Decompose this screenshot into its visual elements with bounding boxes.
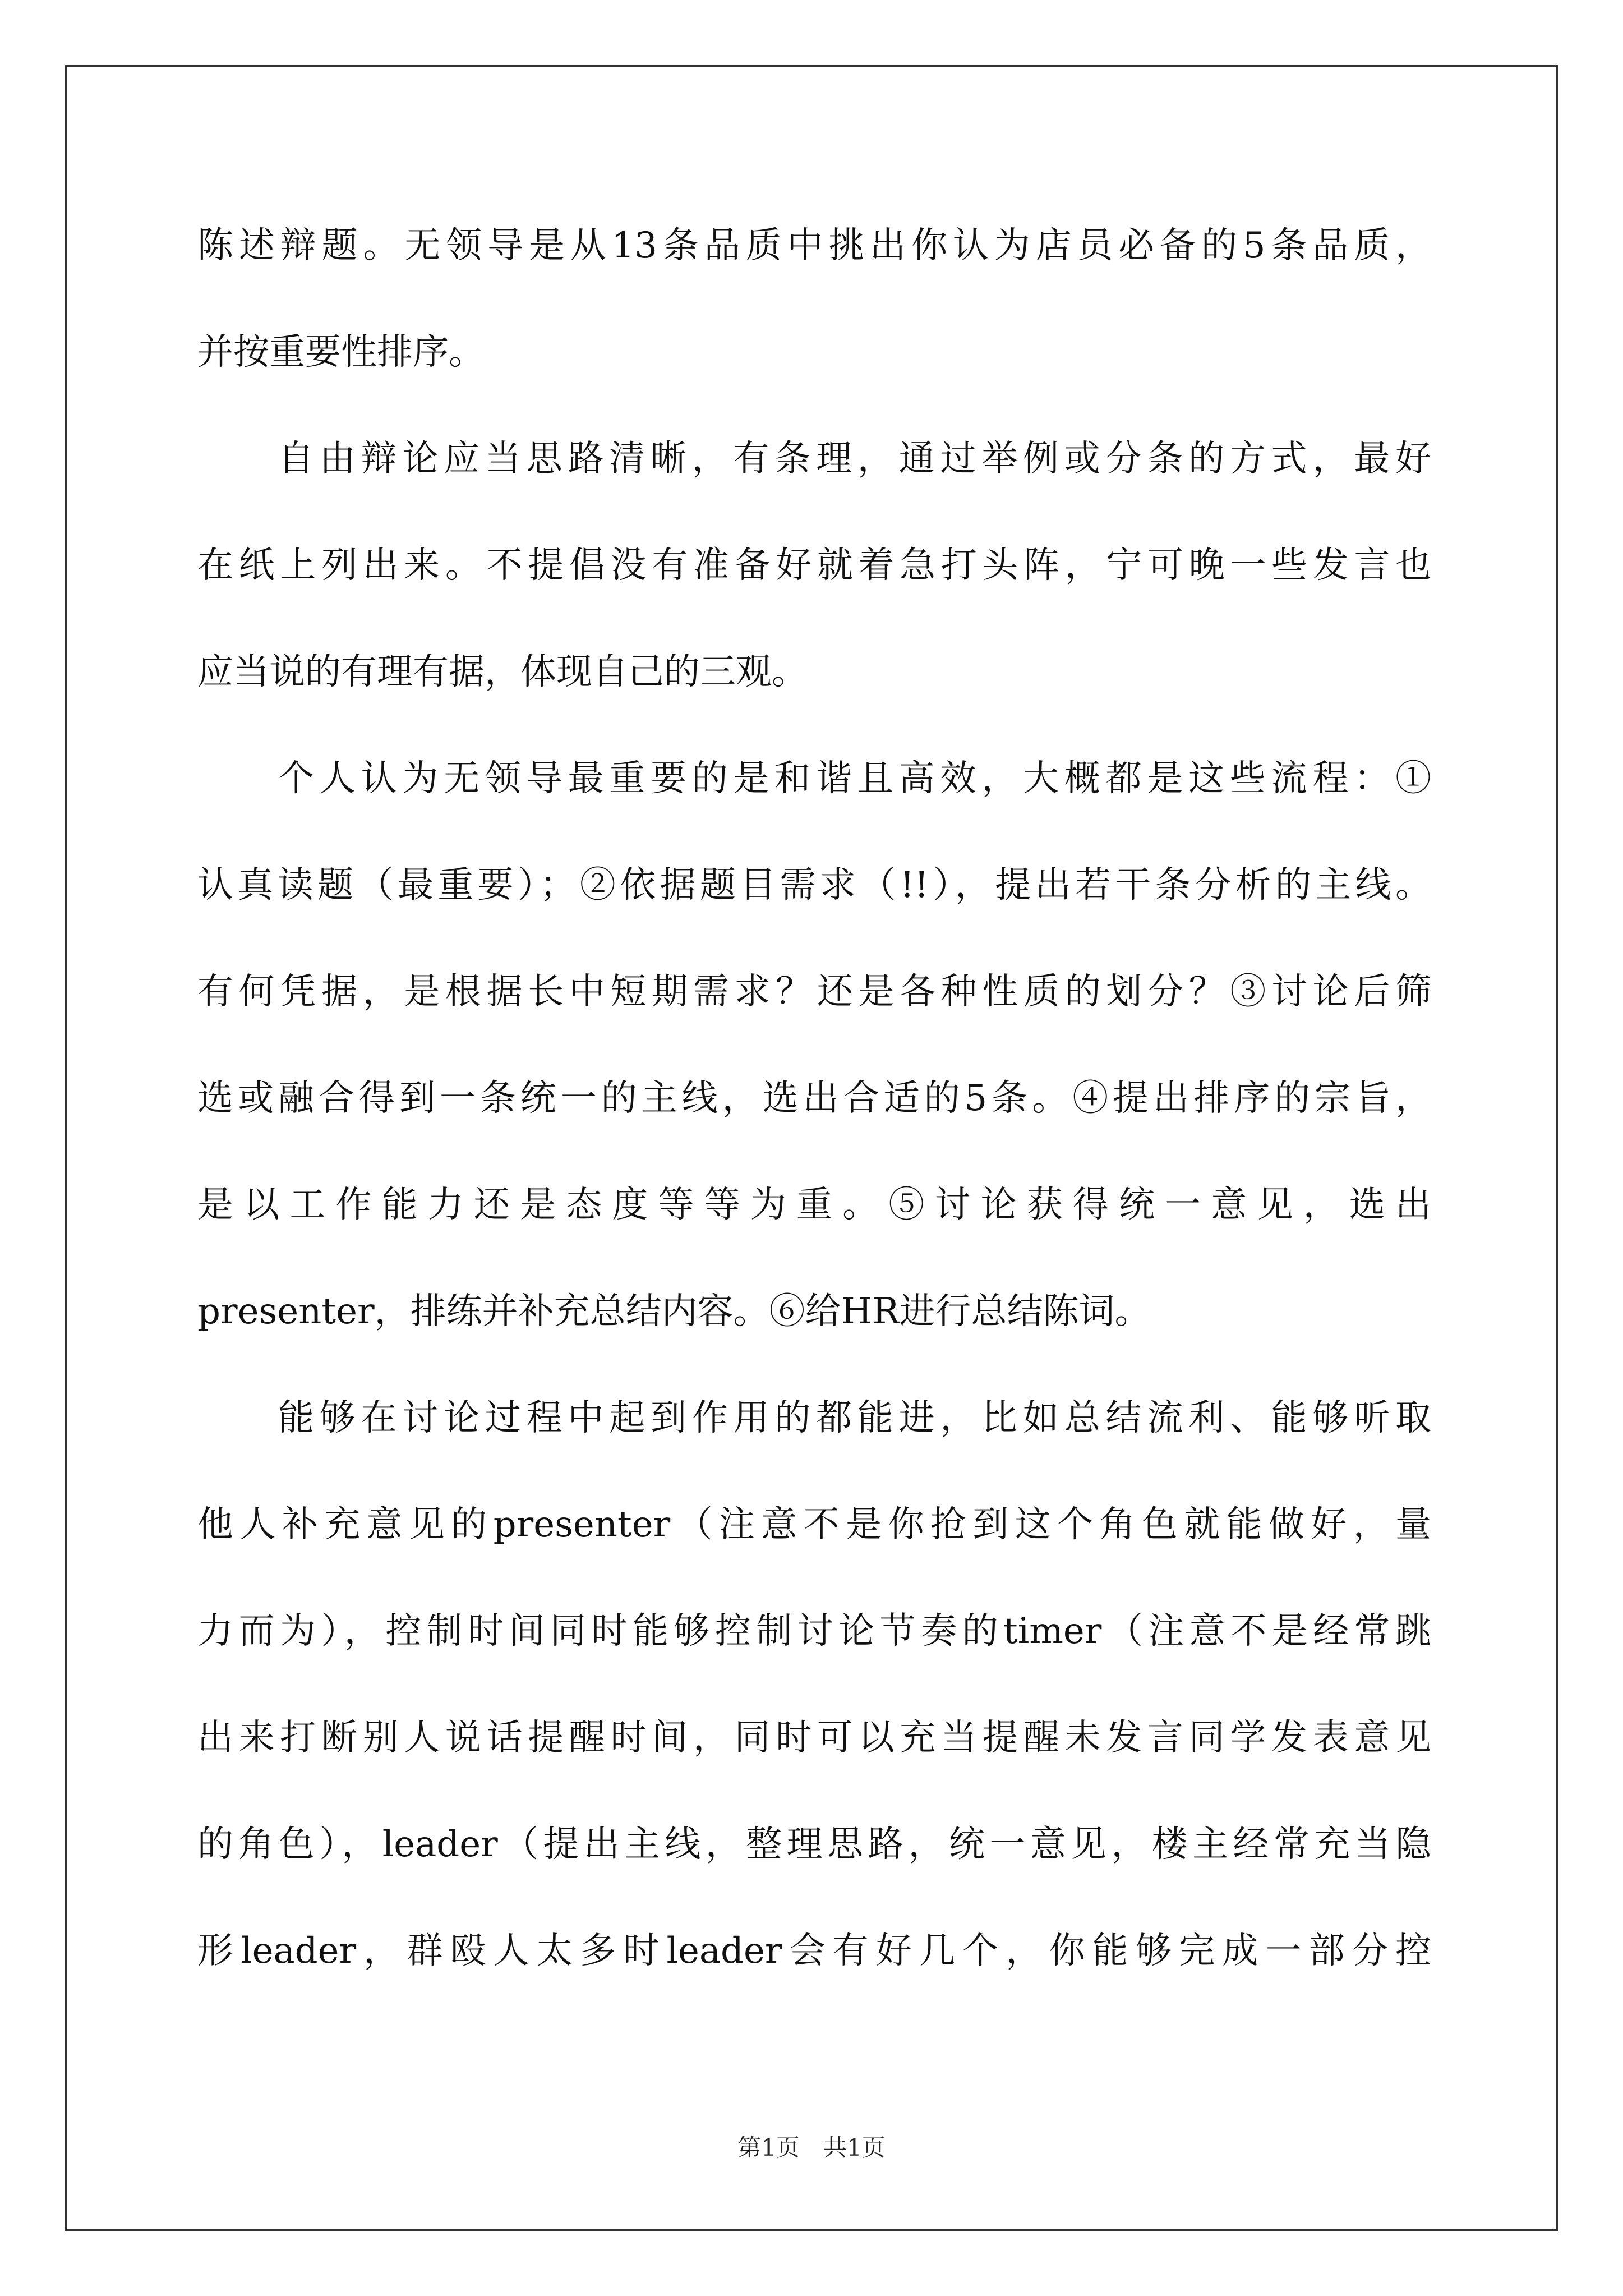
text-line: 认真读题（最重要）；②依据题目需求（!!），提出若干条分析的主线。 [197,864,1431,906]
text-line: 个人认为无领导最重要的是和谐且高效，大概都是这些流程：① [278,758,1431,799]
text-line: 是以工作能力还是态度等等为重。⑤讨论获得统一意见，选出 [197,1184,1431,1226]
text-line: 并按重要性排序。 [197,332,485,373]
text-line: 形leader，群殴人太多时leader会有好几个，你能够完成一部分控 [197,1930,1431,1972]
text-line: 应当说的有理有据，体现自己的三观。 [197,651,808,693]
text-line: 选或融合得到一条统一的主线，选出合适的5条。④提出排序的宗旨， [197,1078,1431,1119]
text-line: 在纸上列出来。不提倡没有准备好就着急打头阵，宁可晚一些发言也 [197,545,1431,586]
text-line: 出来打断别人说话提醒时间，同时可以充当提醒未发言同学发表意见 [197,1717,1431,1759]
text-line: 他人补充意见的presenter（注意不是你抢到这个角色就能做好，量 [197,1504,1431,1545]
text-line: 力而为），控制时间同时能够控制讨论节奏的timer（注意不是经常跳 [197,1611,1431,1652]
page-border [65,65,1558,2231]
text-line: 的角色），leader（提出主线，整理思路，统一意见，楼主经常充当隐 [197,1824,1431,1865]
text-line: 能够在讨论过程中起到作用的都能进，比如总结流利、能够听取 [278,1397,1431,1439]
text-line: 有何凭据，是根据长中短期需求？还是各种性质的划分？③讨论后筛 [197,971,1431,1013]
text-line: 自由辩论应当思路清晰，有条理，通过举例或分条的方式，最好 [278,438,1431,480]
text-line: 陈述辩题。无领导是从13条品质中挑出你认为店员必备的5条品质， [197,225,1431,266]
page-number-footer: 第1页 共1页 [737,2134,886,2161]
text-line: presenter，排练并补充总结内容。⑥给HR进行总结陈词。 [197,1291,1151,1332]
